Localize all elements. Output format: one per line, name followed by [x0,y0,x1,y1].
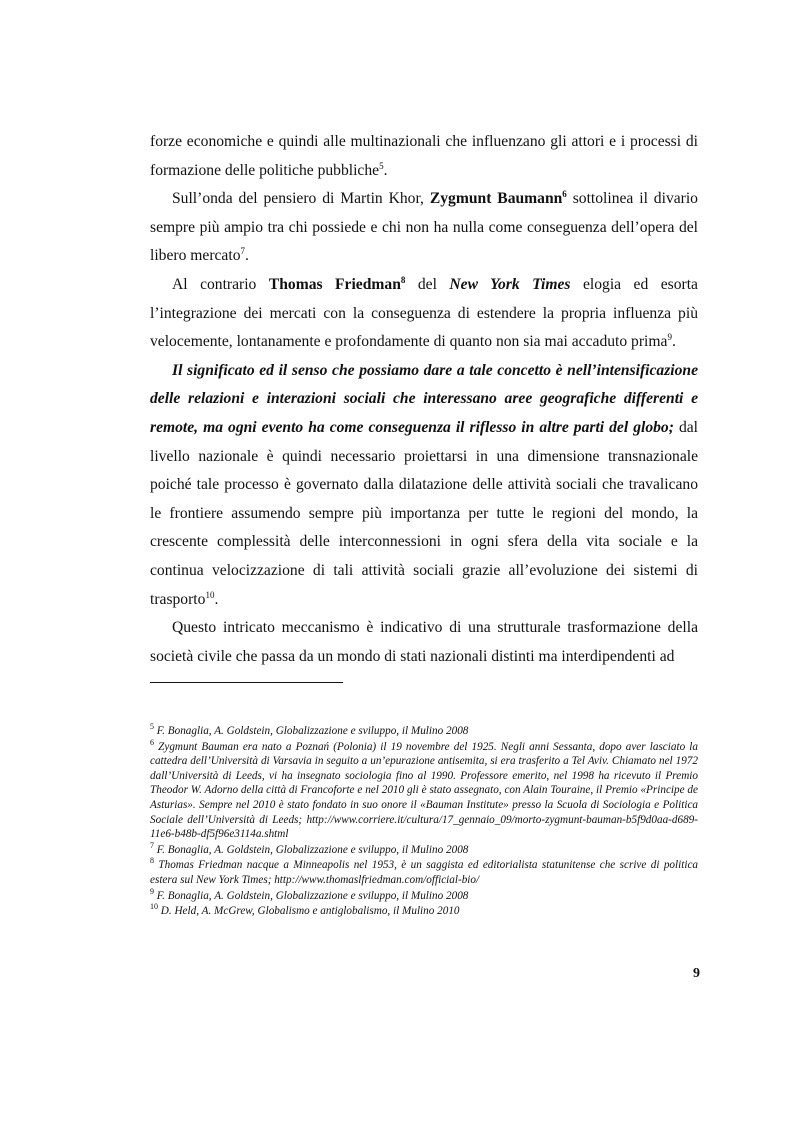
paragraph-5: Questo intricato meccanismo è indicativo di una strutturale trasformazione della società civile che passa da un mondo di stati nazionali distinti ma interdipendenti ad [150,619,698,665]
nyt-title: New York Times [449,275,571,293]
footnote: $^5$ F. Bonaglia, A. Goldstein, Globalizzazione e sviluppo, il Mulino 2008 [150,722,469,737]
paragraph-2: Sull’onda del pensiero di Martin Khor, Zygmunt Baumann$^6$ sottolinea il divario sempre più ampio tra chi possiede e chi non ha nulla come conseguenza dell’opera del libero mercato$^7$. [150,189,698,265]
bauman-name: Zygmunt Baumann [429,190,563,208]
footnote: $^6$ Zygmunt Bauman era nato a Poznań (Polonia) il 19 novembre del 1925. Negli anni Sessanta, dopo aver lasciato la cattedra dell’Università di Varsavia in seguito a un’epurazione antisemita, si era trasferito a Tel Aviv. Chiamato nel 1972 dall’Università di Leeds, vi ha insegnato sociologia fino al 1990. Professore emerito, nel 1998 ha ricevuto il Premio Theodor W. Adorno della città di Francoforte e nel 2010 gli è stato assegnato, con Alain Touraine, il Premio «Principe de Asturias». Sempre nel 2010 è stato fondato in suo onore il «Bauman Institute» presso la Scuola di Sociologia e Politica Sociale dell’Università di Leeds; http://www.corriere.it/cultura/17_gennaio_09/morto-zygmunt-bauman-b5f9d0aa-d689-11e6-b48b-df5f96e3114a.shtml [150,737,698,841]
paragraph-3: Al contrario Thomas Friedman$^8$ del New York Times elogia ed esorta l’integrazione dei mercati con la conseguenza di estendere la propria influenza più velocemente, lontanamente e profondamente di quanto non sia mai accaduto prima$^9$. [150,274,698,351]
body-text [150,128,698,671]
footnote: $^7$ F. Bonaglia, A. Goldstein, Globalizzazione e sviluppo, il Mulino 2008 [150,840,469,856]
footnote-ref-10: 10 [205,589,215,600]
footnote-ref-7: 7 [240,246,245,257]
paragraph-4: Il significato ed il senso che possiamo dare a tale concetto è nell’intensificazione delle relazioni e interazioni sociali che interessano aree geografiche differenti e remote, ma ogni evento ha come conseguenza il riflesso in altre parti del globo; dal livello nazionale è quindi necessario proiettarsi in una dimensione transnazionale poiché tale processo è governato dalla dilatazione delle attività sociali che travalicano le frontiere assumendo sempre più importanza per tutte le regioni del mondo, la crescente complessità delle interconnessioni in ogni sfera della vita sociale e la continua velocizzazione di tali attività sociali grazie all’evoluzione dei sistemi di trasporto$^{10}$. [150,361,698,608]
footnote: $^{10}$ D. Held, A. McGrew, Globalismo e antiglobalismo, il Mulino 2010 [150,902,460,918]
footnotes [150,724,698,920]
friedman-name: Thomas Friedman [268,275,401,293]
footnote: $^8$ Thomas Friedman nacque a Minneapolis nel 1953, è un saggista ed editorialista statunitense che scrive di politica estera sul New York Times; http://www.thomaslfriedman.com/official-bio/ [150,856,698,886]
paragraph-1: forze economiche e quindi alle multinazionali che influenzano gli attori e i processi di formazione delle politiche pubbliche$^5$. [150,133,698,179]
page-number: 9 [693,966,700,981]
footnote-separator [150,682,343,683]
footnote: $^9$ F. Bonaglia, A. Goldstein, Globalizzazione e sviluppo, il Mulino 2008 [150,886,469,902]
footnote-ref-9: 9 [667,332,672,343]
footnote-ref-5: 5 [379,160,384,171]
emphasis-definition: Il significato ed il senso che possiamo dare a tale concetto è nell’intensificazione delle relazioni e interazioni sociali che interessano aree geografiche differenti e remote, ma ogni evento ha come conseguenza il riflesso in altre parti del globo; [150,361,698,436]
footnote-ref-6: 6 [562,189,567,200]
footnote-ref-8: 8 [400,274,406,285]
